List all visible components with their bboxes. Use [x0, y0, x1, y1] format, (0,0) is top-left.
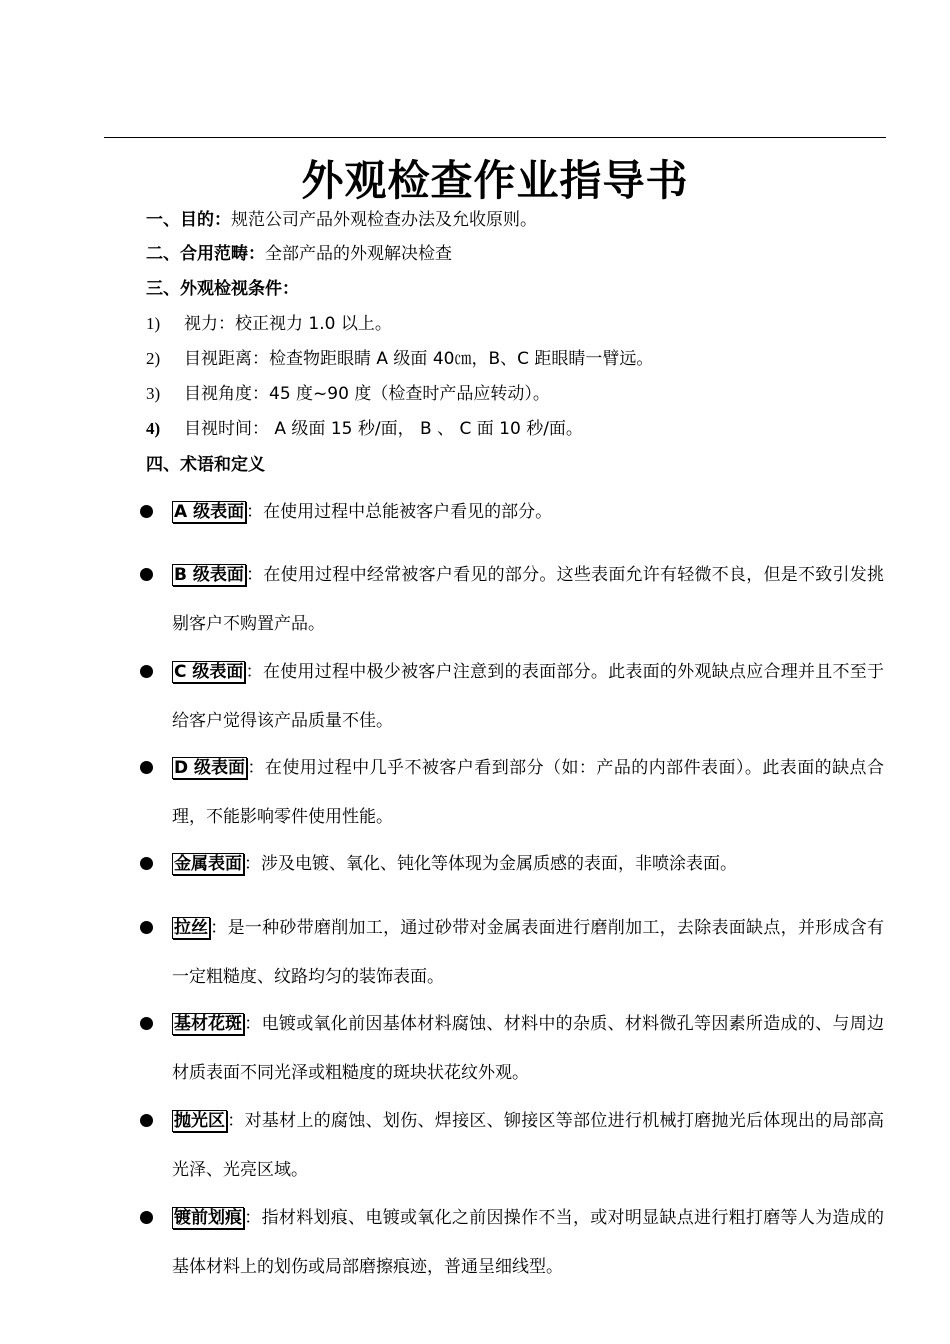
condition-number: 4) — [146, 419, 161, 438]
conditions-heading: 三、外观检视条件： — [146, 279, 299, 299]
term-separator: ： — [244, 854, 261, 874]
condition-item — [146, 418, 583, 440]
term-separator: ： — [246, 502, 264, 522]
term-text: 涉及电镀、氧化、钝化等体现为金属质感的表面，非喷涂表面。 — [261, 854, 737, 874]
term-definition — [172, 1194, 884, 1292]
term-definition — [172, 1000, 884, 1098]
terms-heading: 四、术语和定义 — [146, 455, 265, 475]
bullet-icon — [140, 505, 153, 518]
scope-line — [146, 243, 452, 265]
term-name: B 级表面 — [174, 565, 244, 585]
term-name: A 级表面 — [174, 502, 245, 522]
term-text: 电镀或氧化前因基体材料腐蚀、材料中的杂质、材料微孔等因素所造成的、与周边材质表面不同光泽或粗糙度的斑块状花纹外观。 — [172, 1014, 885, 1083]
term-definition — [172, 648, 884, 746]
bullet-icon — [140, 857, 153, 870]
condition-number: 2) — [146, 349, 161, 368]
bullet-icon — [140, 1114, 153, 1127]
scope-text: 全部产品的外观解决检查 — [265, 244, 452, 264]
term-name: 金属表面 — [174, 854, 242, 874]
term-definition — [172, 488, 884, 537]
condition-text: 目视时间： A 级面 15 秒/面， B 、 C 面 10 秒/面。 — [184, 419, 583, 439]
term-separator: ： — [227, 1111, 245, 1131]
purpose-line — [146, 209, 537, 231]
term-text: 在使用过程中总能被客户看见的部分。 — [263, 502, 553, 522]
term-text: 在使用过程中经常被客户看见的部分。这些表面允许有轻微不良，但是不致引发挑剔客户不购置产品。 — [172, 565, 885, 634]
term-name: 拉丝 — [174, 918, 208, 938]
term-definition — [172, 840, 884, 889]
term-name: 抛光区 — [174, 1111, 225, 1131]
term-separator: ： — [247, 758, 265, 778]
term-definition — [172, 744, 884, 842]
bullet-icon — [140, 1017, 153, 1030]
term-text: 指材料划痕、电镀或氧化之前因操作不当，或对明显缺点进行粗打磨等人为造成的基体材料上的划伤或局部磨擦痕迹，普通呈细线型。 — [172, 1208, 885, 1277]
condition-item — [146, 383, 550, 405]
term-separator: ： — [245, 662, 263, 682]
condition-item — [146, 313, 392, 335]
term-name: 基材花斑 — [174, 1014, 242, 1034]
term-text: 对基材上的腐蚀、划伤、焊接区、铆接区等部位进行机械打磨抛光后体现出的局部高光泽、光亮区域。 — [172, 1111, 885, 1180]
bullet-icon — [140, 921, 153, 934]
condition-number: 3) — [146, 384, 161, 403]
term-name: 镀前划痕 — [174, 1208, 242, 1228]
condition-number: 1) — [146, 314, 161, 333]
condition-text: 目视距离：检查物距眼睛 A 级面 40㎝，B、C 距眼睛一臂远。 — [184, 349, 654, 369]
header-rule — [104, 137, 886, 138]
term-separator: ： — [210, 918, 228, 938]
condition-text: 视力：校正视力 1.0 以上。 — [184, 314, 392, 334]
term-separator: ： — [244, 1208, 262, 1228]
term-text: 在使用过程中极少被客户注意到的表面部分。此表面的外观缺点应合理并且不至于给客户觉得该产品质量不佳。 — [172, 662, 885, 731]
bullet-icon — [140, 761, 153, 774]
term-name: C 级表面 — [174, 662, 244, 682]
term-definition — [172, 1097, 884, 1195]
term-definition — [172, 551, 884, 649]
term-separator: ： — [244, 1014, 262, 1034]
term-text: 是一种砂带磨削加工，通过砂带对金属表面进行磨削加工，去除表面缺点，并形成含有一定粗糙度、纹路均匀的装饰表面。 — [172, 918, 885, 987]
condition-text: 目视角度：45 度~90 度（检查时产品应转动）。 — [184, 384, 550, 404]
purpose-text: 规范公司产品外观检查办法及允收原则。 — [231, 210, 537, 230]
condition-item — [146, 348, 653, 370]
term-definition — [172, 904, 884, 1002]
term-name: D 级表面 — [174, 758, 246, 778]
bullet-icon — [140, 1211, 153, 1224]
term-text: 在使用过程中几乎不被客户看到部分（如：产品的内部件表面）。此表面的缺点合理，不能影响零件使用性能。 — [172, 758, 884, 827]
scope-label: 二、合用范畴： — [146, 244, 265, 264]
document-title: 外观检查作业指导书 — [301, 156, 689, 205]
bullet-icon — [140, 665, 153, 678]
bullet-icon — [140, 568, 153, 581]
purpose-label: 一、目的： — [146, 210, 231, 230]
term-separator: ： — [245, 565, 264, 585]
